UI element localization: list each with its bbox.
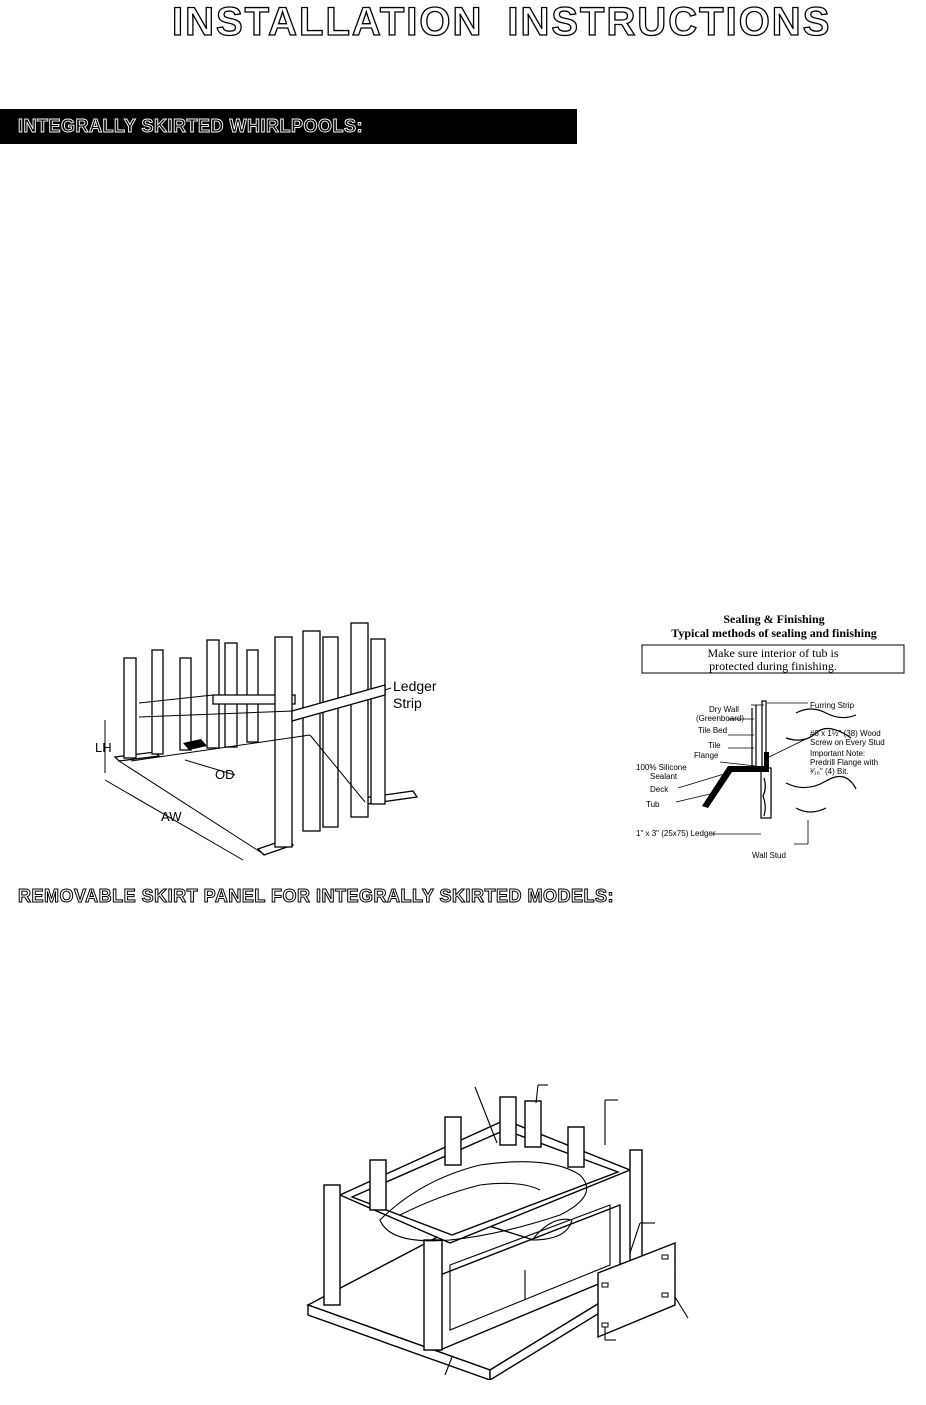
ledger-size-label: 1" x 3" (25x75) Ledger	[636, 829, 716, 838]
aw-label: AW	[161, 809, 182, 824]
ledger-strip-label-2: Strip	[393, 695, 422, 711]
sealing-finishing-diagram	[636, 608, 911, 868]
sealing-subtitle: Typical methods of sealing and finishing	[671, 626, 877, 640]
page-title	[172, 0, 831, 44]
title-word-instructions: INSTRUCTIONS	[507, 0, 832, 44]
skirt-panel-diagram	[300, 1075, 710, 1380]
framing-diagram	[95, 615, 525, 870]
silicone-label-1: 100% Silicone	[636, 763, 687, 772]
section-banner-integrally-skirted	[0, 109, 577, 144]
section-heading-removable-skirt: REMOVABLE SKIRT PANEL FOR INTEGRALLY SKIRTED MODELS:	[18, 886, 615, 906]
screw-label-2: Screw on Every Stud	[810, 738, 885, 747]
protection-note-line2: protected during finishing.	[709, 659, 837, 673]
ledger-strip-label-1: Ledger	[393, 678, 437, 694]
tub-label: Tub	[646, 800, 660, 809]
important-note-label-2: Predrill Flange with	[810, 758, 879, 767]
tile-label: Tile	[708, 741, 721, 750]
silicone-label-2: Sealant	[650, 772, 678, 781]
wall-stud-label: Wall Stud	[752, 851, 786, 860]
important-note-label-1: Important Note:	[810, 749, 866, 758]
dry-wall-label: Dry Wall	[709, 705, 739, 714]
furring-strip-label: Furring Strip	[810, 701, 855, 710]
greenboard-label: (Greenboard)	[696, 714, 745, 723]
lh-label: LH	[95, 740, 112, 755]
tile-bed-label: Tile Bed	[698, 726, 728, 735]
od-label: OD	[215, 767, 235, 782]
deck-label: Deck	[650, 785, 669, 794]
protection-note-line1: Make sure interior of tub is	[707, 646, 839, 660]
flange-label: Flange	[694, 751, 719, 760]
sealing-title: Sealing & Finishing	[723, 612, 825, 626]
title-word-installation: INSTALLATION	[172, 0, 484, 44]
important-note-label-3: ³⁄₁₆" (4) Bit.	[810, 767, 849, 776]
screw-label-1: #8 x 1½" (38) Wood	[810, 729, 881, 738]
section-heading-integrally-skirted: INTEGRALLY SKIRTED WHIRLPOOLS:	[18, 116, 364, 136]
